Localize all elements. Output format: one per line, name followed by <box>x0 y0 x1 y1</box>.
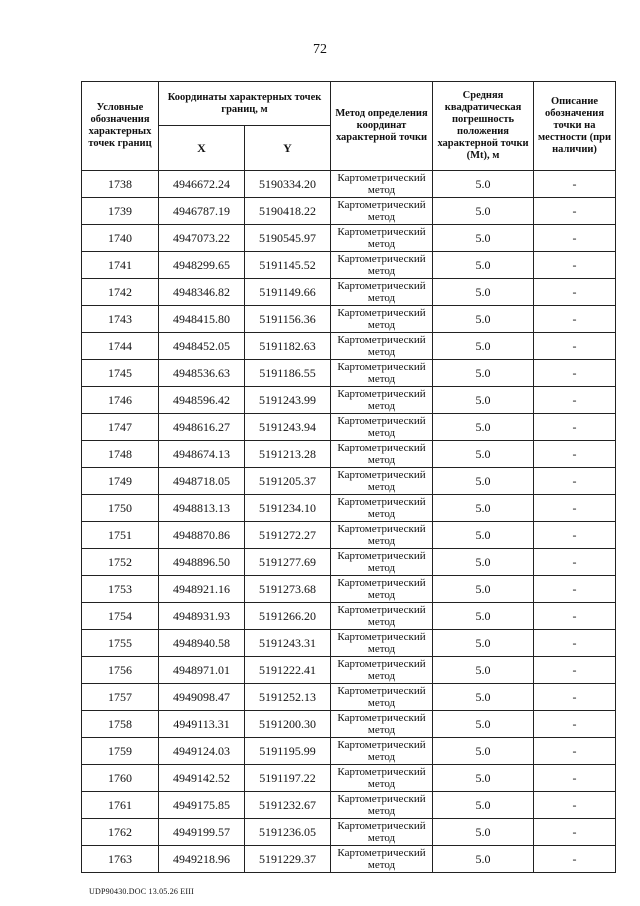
cell-accuracy: 5.0 <box>433 765 534 792</box>
cell-y: 5191195.99 <box>245 738 331 765</box>
cell-point-id: 1742 <box>82 279 159 306</box>
table-row <box>82 441 616 468</box>
cell-method: Картометрический метод <box>331 225 433 252</box>
cell-description: - <box>534 225 616 252</box>
cell-x: 4949218.96 <box>159 846 245 873</box>
header-accuracy: Средняя квадратическая погрешность положения характерной точки (Mt), м <box>433 82 534 171</box>
cell-description: - <box>534 306 616 333</box>
table-row <box>82 630 616 657</box>
cell-point-id: 1744 <box>82 333 159 360</box>
cell-x: 4949113.31 <box>159 711 245 738</box>
cell-method: Картометрический метод <box>331 738 433 765</box>
cell-point-id: 1754 <box>82 603 159 630</box>
cell-x: 4948596.42 <box>159 387 245 414</box>
cell-method: Картометрический метод <box>331 441 433 468</box>
cell-y: 5191243.99 <box>245 387 331 414</box>
cell-x: 4948674.13 <box>159 441 245 468</box>
header-method: Метод определения координат характерной точки <box>331 82 433 171</box>
header-description: Описание обозначения точки на местности (при наличии) <box>534 82 616 171</box>
cell-accuracy: 5.0 <box>433 198 534 225</box>
cell-x: 4947073.22 <box>159 225 245 252</box>
page-number: 72 <box>313 42 327 57</box>
cell-description: - <box>534 522 616 549</box>
cell-accuracy: 5.0 <box>433 495 534 522</box>
cell-y: 5191229.37 <box>245 846 331 873</box>
header-y: Y <box>245 126 331 171</box>
cell-method: Картометрический метод <box>331 765 433 792</box>
cell-point-id: 1741 <box>82 252 159 279</box>
cell-method: Картометрический метод <box>331 387 433 414</box>
cell-accuracy: 5.0 <box>433 468 534 495</box>
table-row <box>82 306 616 333</box>
cell-description: - <box>534 171 616 198</box>
cell-y: 5191156.36 <box>245 306 331 333</box>
cell-accuracy: 5.0 <box>433 387 534 414</box>
cell-point-id: 1749 <box>82 468 159 495</box>
cell-y: 5191200.30 <box>245 711 331 738</box>
cell-point-id: 1758 <box>82 711 159 738</box>
cell-method: Картометрический метод <box>331 657 433 684</box>
header-x: X <box>159 126 245 171</box>
table-row <box>82 225 616 252</box>
cell-point-id: 1748 <box>82 441 159 468</box>
cell-y: 5191182.63 <box>245 333 331 360</box>
table-row <box>82 468 616 495</box>
cell-accuracy: 5.0 <box>433 738 534 765</box>
cell-method: Картометрический метод <box>331 603 433 630</box>
table-row <box>82 198 616 225</box>
cell-description: - <box>534 846 616 873</box>
cell-y: 5191243.31 <box>245 630 331 657</box>
cell-method: Картометрический метод <box>331 198 433 225</box>
cell-description: - <box>534 360 616 387</box>
cell-x: 4948415.80 <box>159 306 245 333</box>
cell-method: Картометрический метод <box>331 306 433 333</box>
cell-method: Картометрический метод <box>331 468 433 495</box>
cell-accuracy: 5.0 <box>433 657 534 684</box>
table-body <box>82 171 616 873</box>
table-row <box>82 684 616 711</box>
table-row <box>82 738 616 765</box>
cell-point-id: 1740 <box>82 225 159 252</box>
table-row <box>82 819 616 846</box>
cell-y: 5191234.10 <box>245 495 331 522</box>
table-row <box>82 846 616 873</box>
table-row <box>82 171 616 198</box>
cell-x: 4948718.05 <box>159 468 245 495</box>
cell-x: 4948931.93 <box>159 603 245 630</box>
table-row <box>82 333 616 360</box>
cell-y: 5191213.28 <box>245 441 331 468</box>
table-row <box>82 765 616 792</box>
cell-y: 5191197.22 <box>245 765 331 792</box>
cell-point-id: 1759 <box>82 738 159 765</box>
cell-point-id: 1752 <box>82 549 159 576</box>
cell-point-id: 1755 <box>82 630 159 657</box>
cell-point-id: 1762 <box>82 819 159 846</box>
table-row <box>82 360 616 387</box>
cell-method: Картометрический метод <box>331 819 433 846</box>
cell-method: Картометрический метод <box>331 522 433 549</box>
cell-accuracy: 5.0 <box>433 846 534 873</box>
cell-method: Картометрический метод <box>331 360 433 387</box>
cell-description: - <box>534 495 616 522</box>
cell-accuracy: 5.0 <box>433 603 534 630</box>
cell-accuracy: 5.0 <box>433 441 534 468</box>
cell-method: Картометрический метод <box>331 495 433 522</box>
cell-x: 4948813.13 <box>159 495 245 522</box>
cell-point-id: 1751 <box>82 522 159 549</box>
cell-description: - <box>534 333 616 360</box>
table-row <box>82 657 616 684</box>
cell-x: 4948921.16 <box>159 576 245 603</box>
cell-y: 5190545.97 <box>245 225 331 252</box>
table-row <box>82 711 616 738</box>
cell-method: Картометрический метод <box>331 252 433 279</box>
cell-method: Картометрический метод <box>331 549 433 576</box>
table-row <box>82 279 616 306</box>
cell-method: Картометрический метод <box>331 846 433 873</box>
cell-description: - <box>534 468 616 495</box>
cell-point-id: 1745 <box>82 360 159 387</box>
cell-y: 5191243.94 <box>245 414 331 441</box>
cell-y: 5191186.55 <box>245 360 331 387</box>
cell-point-id: 1753 <box>82 576 159 603</box>
table-row <box>82 252 616 279</box>
cell-y: 5191272.27 <box>245 522 331 549</box>
cell-point-id: 1747 <box>82 414 159 441</box>
cell-method: Картометрический метод <box>331 333 433 360</box>
cell-accuracy: 5.0 <box>433 171 534 198</box>
cell-accuracy: 5.0 <box>433 711 534 738</box>
cell-x: 4948536.63 <box>159 360 245 387</box>
cell-accuracy: 5.0 <box>433 360 534 387</box>
cell-description: - <box>534 252 616 279</box>
cell-method: Картометрический метод <box>331 279 433 306</box>
cell-point-id: 1750 <box>82 495 159 522</box>
cell-point-id: 1739 <box>82 198 159 225</box>
cell-description: - <box>534 414 616 441</box>
cell-x: 4948940.58 <box>159 630 245 657</box>
cell-accuracy: 5.0 <box>433 819 534 846</box>
coordinates-table <box>81 81 616 873</box>
table-row <box>82 549 616 576</box>
cell-description: - <box>534 792 616 819</box>
cell-accuracy: 5.0 <box>433 792 534 819</box>
cell-x: 4948346.82 <box>159 279 245 306</box>
cell-description: - <box>534 657 616 684</box>
cell-y: 5191266.20 <box>245 603 331 630</box>
table-row <box>82 495 616 522</box>
cell-x: 4949199.57 <box>159 819 245 846</box>
cell-x: 4949124.03 <box>159 738 245 765</box>
cell-description: - <box>534 738 616 765</box>
cell-y: 5190418.22 <box>245 198 331 225</box>
cell-x: 4948896.50 <box>159 549 245 576</box>
cell-method: Картометрический метод <box>331 792 433 819</box>
cell-description: - <box>534 765 616 792</box>
table-row <box>82 522 616 549</box>
cell-description: - <box>534 198 616 225</box>
header-coordinates: Координаты характерных точек границ, м <box>159 82 331 126</box>
cell-point-id: 1760 <box>82 765 159 792</box>
cell-x: 4948616.27 <box>159 414 245 441</box>
cell-y: 5191232.67 <box>245 792 331 819</box>
cell-description: - <box>534 549 616 576</box>
cell-description: - <box>534 819 616 846</box>
cell-method: Картометрический метод <box>331 630 433 657</box>
cell-y: 5191252.13 <box>245 684 331 711</box>
cell-description: - <box>534 576 616 603</box>
cell-method: Картометрический метод <box>331 711 433 738</box>
cell-y: 5191205.37 <box>245 468 331 495</box>
cell-x: 4948870.86 <box>159 522 245 549</box>
table-row <box>82 792 616 819</box>
cell-accuracy: 5.0 <box>433 576 534 603</box>
header-symbol: Условные обозначения характерных точек границ <box>82 82 159 171</box>
cell-y: 5191273.68 <box>245 576 331 603</box>
cell-method: Картометрический метод <box>331 414 433 441</box>
cell-description: - <box>534 603 616 630</box>
cell-accuracy: 5.0 <box>433 225 534 252</box>
cell-y: 5191222.41 <box>245 657 331 684</box>
cell-description: - <box>534 279 616 306</box>
cell-description: - <box>534 684 616 711</box>
cell-accuracy: 5.0 <box>433 279 534 306</box>
cell-x: 4949175.85 <box>159 792 245 819</box>
cell-point-id: 1763 <box>82 846 159 873</box>
cell-x: 4946672.24 <box>159 171 245 198</box>
table-row <box>82 603 616 630</box>
cell-accuracy: 5.0 <box>433 252 534 279</box>
cell-point-id: 1743 <box>82 306 159 333</box>
cell-accuracy: 5.0 <box>433 549 534 576</box>
table-row <box>82 414 616 441</box>
cell-point-id: 1761 <box>82 792 159 819</box>
cell-description: - <box>534 630 616 657</box>
cell-accuracy: 5.0 <box>433 684 534 711</box>
cell-accuracy: 5.0 <box>433 306 534 333</box>
cell-y: 5191236.05 <box>245 819 331 846</box>
cell-y: 5191277.69 <box>245 549 331 576</box>
cell-method: Картометрический метод <box>331 171 433 198</box>
cell-method: Картометрический метод <box>331 684 433 711</box>
cell-y: 5191149.66 <box>245 279 331 306</box>
cell-point-id: 1738 <box>82 171 159 198</box>
cell-y: 5191145.52 <box>245 252 331 279</box>
cell-x: 4949098.47 <box>159 684 245 711</box>
cell-accuracy: 5.0 <box>433 522 534 549</box>
cell-method: Картометрический метод <box>331 576 433 603</box>
table-row <box>82 387 616 414</box>
cell-x: 4948299.65 <box>159 252 245 279</box>
cell-accuracy: 5.0 <box>433 333 534 360</box>
cell-point-id: 1756 <box>82 657 159 684</box>
cell-point-id: 1757 <box>82 684 159 711</box>
table-row <box>82 576 616 603</box>
cell-description: - <box>534 711 616 738</box>
cell-point-id: 1746 <box>82 387 159 414</box>
cell-x: 4948971.01 <box>159 657 245 684</box>
cell-x: 4949142.52 <box>159 765 245 792</box>
cell-description: - <box>534 441 616 468</box>
cell-x: 4948452.05 <box>159 333 245 360</box>
cell-description: - <box>534 387 616 414</box>
document-footer: UDP90430.DOC 13.05.26 EIII <box>89 887 194 896</box>
cell-accuracy: 5.0 <box>433 414 534 441</box>
cell-y: 5190334.20 <box>245 171 331 198</box>
cell-accuracy: 5.0 <box>433 630 534 657</box>
cell-x: 4946787.19 <box>159 198 245 225</box>
